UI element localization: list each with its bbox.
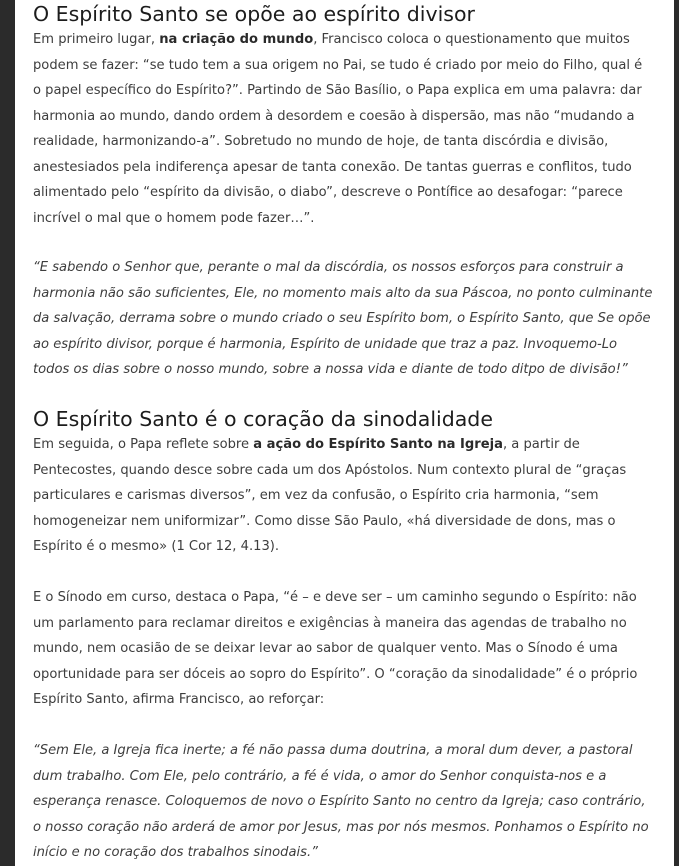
section-heading-sinodalidade: O Espírito Santo é o coração da sinodalidade [33,407,493,431]
bold-phrase: a ação do Espírito Santo na Igreja [253,437,503,452]
right-border [674,0,679,866]
paragraph-sinodo: E o Sínodo em curso, destaca o Papa, “é – e deve ser – um caminho segundo o Espírito: não um parlamento para reclamar direitos e exigências à maneira das agendas de trabalho no mundo, nem ocasião de se deixar levar ao sabor de qualquer vento. Mas o Sínodo é uma oportunidade para ser dóceis ao sopro do Espírito”. O “coração da sinodalidade” é o próprio Espírito Santo, afirma Francisco, ao reforçar: [33,590,638,707]
quote-sem-ele: “Sem Ele, a Igreja fica inerte; a fé não passa duma doutrina, a moral dum dever, a pastoral dum trabalho. Com Ele, pelo contrário, a fé é vida, o amor do Senhor conquista-nos e a esperança renasce. Coloquemos de novo o Espírito Santo no centro da Igreja; caso contrário, o nosso coração não arderá de amor por Jesus, mas por nós mesmos. Ponhamos o Espírito no início e no coração dos trabalhos sinodais.” [33,743,649,860]
bold-phrase: na criação do mundo [159,32,314,47]
paragraph-acao-na-igreja [33,432,653,560]
paragraph-text: Em primeiro lugar, [33,32,160,47]
section-heading-espirito-divisor: O Espírito Santo se opõe ao espírito divisor [33,2,475,26]
paragraph-text: , a partir de Pentecostes, quando desce sobre cada um dos Apóstolos. Num contexto plural de “graças particulares e carismas diversos”, em vez da confusão, o Espírito cria harmonia, “sem homogeneizar nem uniformizar”. Como disse São Paulo, «há diversidade de dons, mas o Espírito é o mesmo» (1 Cor 12, 4.13). [33,437,627,554]
quote-harmonia: “E sabendo o Senhor que, perante o mal da discórdia, os nossos esforços para construir a harmonia não são suficientes, Ele, no momento mais alto da sua Páscoa, no ponto culminante da salvação, derrama sobre o mundo criado o seu Espírito bom, o Espírito Santo, que Se opõe ao espírito divisor, porque é harmonia, Espírito de unidade que traz a paz. Invoquemo-Lo todos os dias sobre o nosso mundo, sobre a nossa vida e diante de todo ditpo de divisão!” [33,260,653,377]
paragraph-text: Em seguida, o Papa reflete sobre [33,437,254,452]
left-border [0,0,15,866]
paragraph-text: , Francisco coloca o questionamento que muitos podem se fazer: “se tudo tem a sua origem no Pai, se tudo é criado por meio do Filho, qual é o papel específico do Espírito?”. Partindo de São Basílio, o Papa explica em uma palavra: dar harmonia ao mundo, dando ordem à desordem e coesão à dispersão, mas não “mudando a realidade, harmonizando-a”. Sobretudo no mundo de hoje, de tanta discórdia e divisão, anestesiados pela indiferença apesar de tanta conexão. De tantas guerras e conflitos, tudo alimentado pelo “espírito da divisão, o diabo”, descreve o Pontífice ao desafogar: “parece incrível o mal que o homem pode fazer…”. [33,32,643,226]
paragraph-criacao-do-mundo [33,27,653,231]
